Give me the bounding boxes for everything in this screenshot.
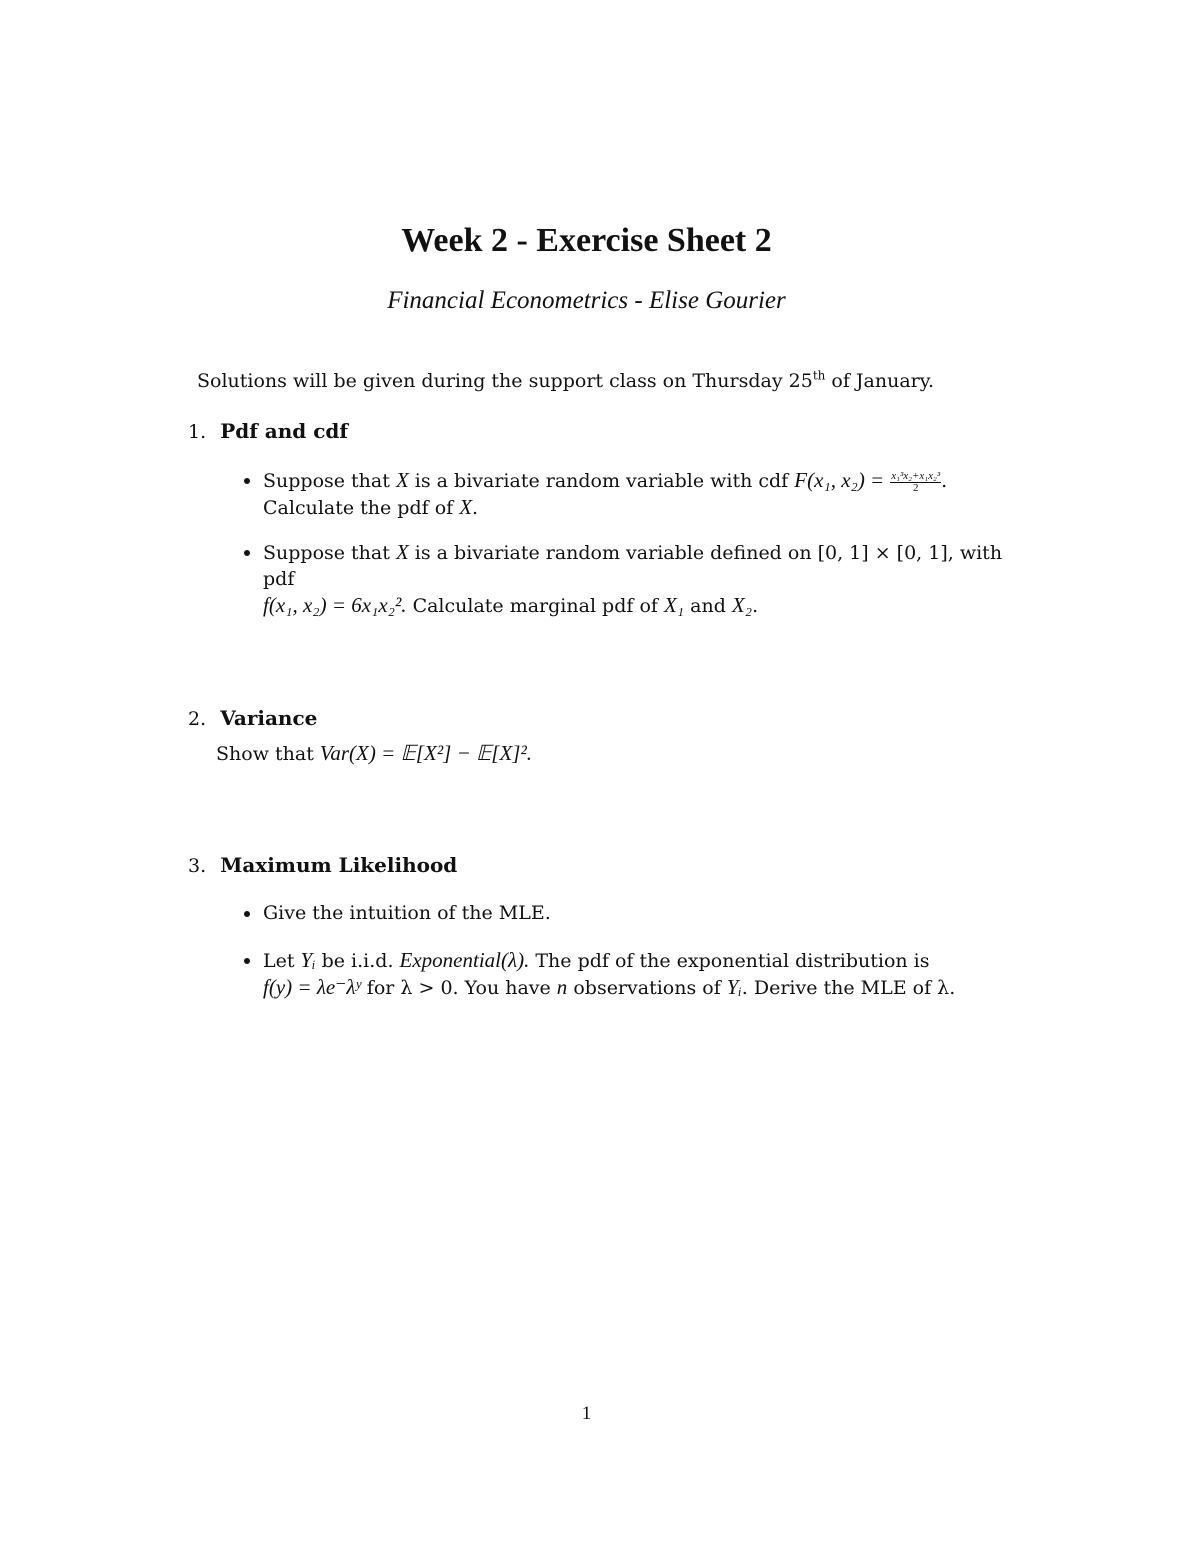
bullet-dot [244, 550, 250, 556]
page-number: 1 [581, 1403, 592, 1424]
bullet-dot [244, 478, 250, 484]
section-3-bullet-2: Let Yᵢ be i.i.d. Exponential(λ). The pdf of the exponential distribution is f(y) = λe⁻λʸ for λ > 0. You have n observations of Yᵢ. Derive the MLE of λ. [263, 948, 956, 999]
bullet-dot [244, 958, 250, 964]
section-1-bullet-2: Suppose that X is a bivariate random variable defined on [0, 1] × [0, 1], with pdf f(x₁, x₂) = 6x₁x₂². Calculate marginal pdf of X₁ and X₂. [263, 540, 1003, 617]
section-2-heading: 2. Variance [188, 706, 318, 730]
section-3-bullet-1: Give the intuition of the MLE. [263, 902, 551, 924]
bullet-dot [244, 911, 250, 917]
section-2-body: Show that Var(X) = 𝔼[X²] − 𝔼[X]². [216, 741, 533, 765]
page-subtitle: Financial Econometrics - Elise Gourier [387, 287, 786, 314]
page-title: Week 2 - Exercise Sheet 2 [401, 222, 772, 259]
section-1-heading: 1. Pdf and cdf [188, 419, 348, 443]
cdf-fraction: $\frac{\text{x₁³x₂+x₁x₂³}}{2}$ [891, 469, 941, 494]
intro-text: Solutions will be given during the support class on Thursday 25th of January. [197, 368, 935, 392]
section-3-heading: 3. Maximum Likelihood [188, 853, 458, 877]
section-1-bullet-1: Suppose that X is a bivariate random variable with cdf F(x₁, x₂) = $\frac{\text{x₁³x₂+x₁x₂³}}{2}$ . Calculate the pdf of X. [263, 468, 948, 519]
